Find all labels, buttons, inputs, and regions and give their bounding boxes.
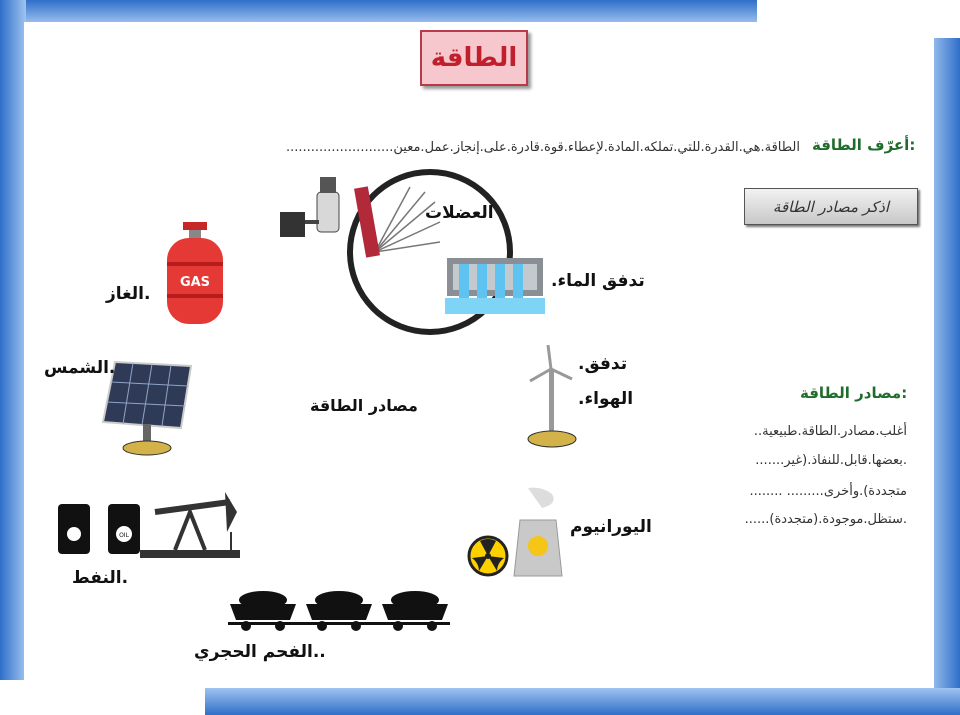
gas-cylinder-icon [165,222,225,326]
gas-text: GAS [179,275,211,290]
sources-line-2: .بعضها.قابل.للنفاذ.(غير....... [755,453,907,468]
label-wind-line1: تدفق. [578,354,628,374]
nuclear-plant-icon [468,488,578,580]
oil-barrels-pumpjack-icon [55,492,245,572]
list-sources-button[interactable]: اذكر مصادر الطاقة [744,188,918,225]
definition-heading: أعرّف الطاقة: [812,136,916,154]
label-coal: ..الفحم الحجري [194,642,326,662]
label-wind-line2: الهواء. [578,389,634,409]
wind-turbine-icon [522,345,582,450]
label-muscles: العضلات [425,203,494,223]
frame-right-bar [930,38,960,715]
sources-line-1: أغلب.مصادر.الطاقة.طبيعية.. [753,424,907,439]
center-label: مصادر الطاقة [310,396,418,415]
label-gas: .الغاز [106,284,151,304]
label-sun: .الشمس [44,358,116,378]
coal-carts-icon [228,586,458,636]
solar-panel-icon [103,362,193,458]
page-title: الطاقة [420,30,528,86]
sources-line-3: متجددة).وأخرى......... ........ [749,484,907,499]
worksheet-card [24,22,934,688]
definition-text: الطاقة.هي.القدرة.للتي.تملكه.المادة.لإعطاء.قوة.قادرة.على.إنجاز.عمل.معين.......................... [285,140,800,155]
frame-left-bar [0,0,26,680]
sources-line-4: .ستظل.موجودة.(متجددة)...... [744,512,907,527]
sources-heading: مصادر الطاقة: [800,384,908,402]
water-dam-icon [445,250,545,315]
frame-top-bar [0,0,757,24]
label-uranium: اليورانيوم [570,517,652,537]
label-oil: .النفط [72,568,129,588]
bicycle-dynamo-icon [275,172,445,257]
label-water: تدفق الماء. [551,271,645,291]
frame-bottom-bar [205,688,960,715]
oil-text: OIL [119,532,129,539]
